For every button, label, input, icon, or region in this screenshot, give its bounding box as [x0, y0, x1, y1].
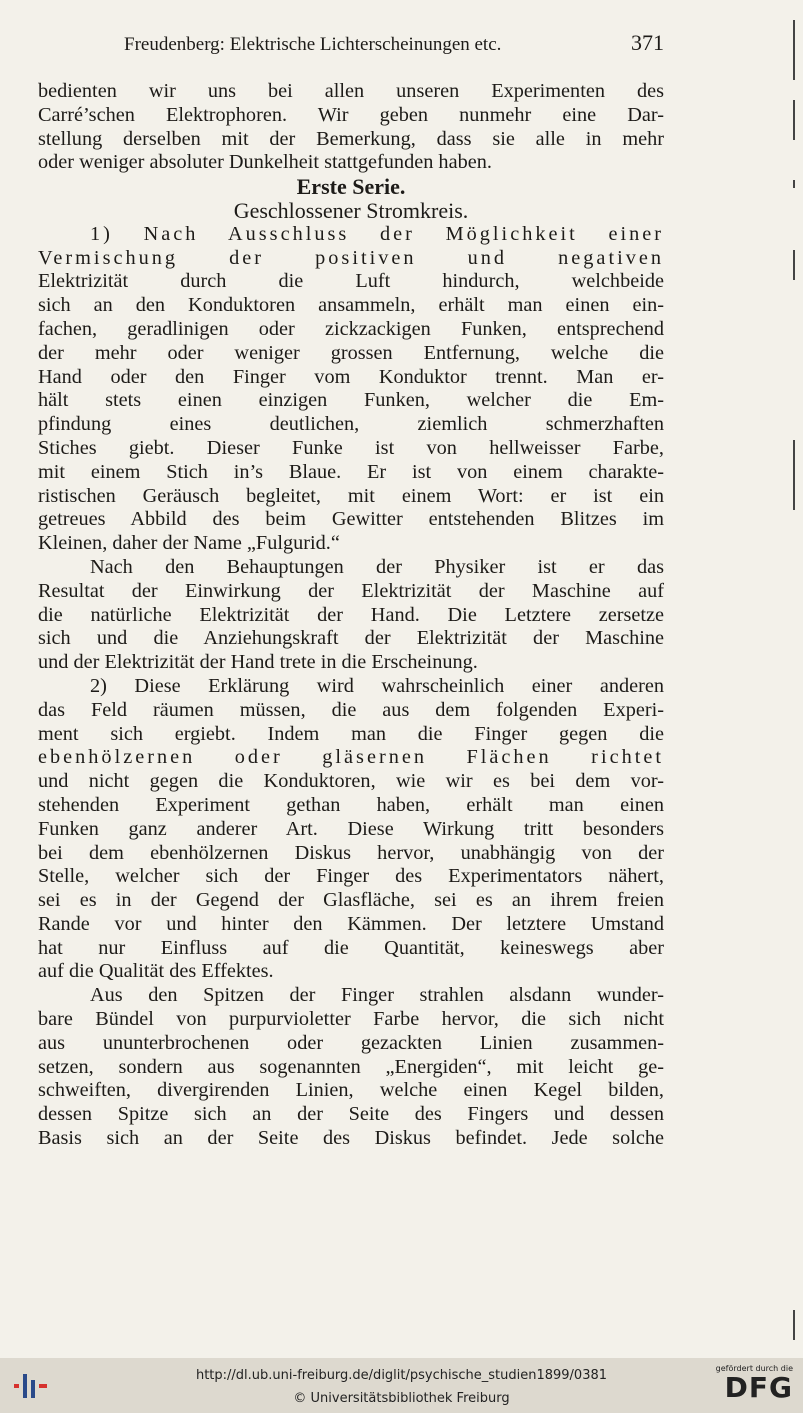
text-line: auf die Qualität des Effektes.: [38, 960, 274, 983]
text-line: ristischen Geräusch begleitet, mit einem Wort: er ist ein: [38, 484, 664, 507]
text-line: pfindung eines deutlichen, ziemlich schmerzhaften: [38, 413, 664, 436]
text-line: sich an den Konduktoren ansammeln, erhält man einen ein-: [38, 294, 664, 317]
text-line: Carré’schen Elektrophoren. Wir geben nunmehr eine Dar-: [38, 103, 664, 126]
text-line: getreues Abbild des beim Gewitter entstehenden Blitzes im: [38, 508, 664, 531]
text-line: Funken ganz anderer Art. Diese Wirkung tritt besonders: [38, 817, 664, 840]
header-title: Freudenberg: Elektrische Lichterscheinungen etc.: [124, 34, 502, 55]
text-line: ebenhölzernen oder gläsernen Flächen richtet: [38, 746, 664, 769]
section-heading: Erste Serie.: [296, 175, 406, 199]
text-line: Basis sich an der Seite des Diskus befindet. Jede solche: [38, 1127, 664, 1150]
text-line: 2) Diese Erklärung wird wahrscheinlich einer anderen: [90, 674, 664, 697]
text-line: oder weniger absoluter Dunkelheit stattgefunden haben.: [38, 151, 492, 174]
text-line: Hand oder den Finger vom Konduktor trennt. Man er-: [38, 365, 664, 388]
page-number: 371: [631, 30, 664, 55]
text-line: Stiches giebt. Dieser Funke ist von hellweisser Farbe,: [38, 436, 664, 459]
text-line: stehenden Experiment gethan haben, erhält man einen: [38, 793, 664, 816]
dfg-logo-icon: [705, 1364, 793, 1403]
text-line: Aus den Spitzen der Finger strahlen alsdann wunder-: [90, 984, 664, 1007]
document-url[interactable]: http://dl.ub.uni-freiburg.de/diglit/psychische_studien1899/0381: [195, 1368, 608, 1383]
text-line: das Feld räumen müssen, die aus dem folgenden Experi-: [38, 698, 664, 721]
funder-logo-text: DFG: [724, 1371, 793, 1404]
body-text: [38, 80, 664, 1151]
text-line: der mehr oder weniger grossen Entfernung, welche die: [38, 341, 664, 364]
text-line: sich und die Anziehungskraft der Elektrizität der Maschine: [38, 627, 664, 650]
text-line: bei dem ebenhölzernen Diskus hervor, unabhängig von der: [38, 841, 664, 864]
text-line: Nach den Behauptungen der Physiker ist er das: [90, 555, 664, 578]
text-line: die natürliche Elektrizität der Hand. Die Letztere zersetze: [38, 603, 664, 626]
text-line: bedienten wir uns bei allen unseren Experimenten des: [38, 80, 664, 102]
text-line: Vermischung der positiven und negativen: [38, 246, 664, 269]
text-line: und der Elektrizität der Hand trete in die Erscheinung.: [38, 651, 478, 674]
text-line: aus ununterbrochenen oder gezackten Linien zusammen-: [38, 1031, 664, 1054]
text-line: ment sich ergiebt. Indem man die Finger gegen die: [38, 722, 664, 745]
text-line: bare Bündel von purpurvioletter Farbe hervor, die sich nicht: [38, 1008, 664, 1031]
text-line: sei es in der Gegend der Glasfläche, sei es an ihrem freien: [38, 889, 664, 912]
page-edge-marks: [791, 20, 795, 1340]
text-line: mit einem Stich in’s Blaue. Er ist von einem charakte-: [38, 460, 664, 483]
text-line: setzen, sondern aus sogenannten „Energiden“, mit leicht ge-: [38, 1055, 664, 1078]
viewer-footer: [0, 1358, 803, 1413]
text-line: Rande vor und hinter den Kämmen. Der letztere Umstand: [38, 912, 664, 935]
running-header: [38, 30, 664, 60]
text-line: Resultat der Einwirkung der Elektrizität der Maschine auf: [38, 579, 664, 602]
text-line: dessen Spitze sich an der Seite des Fingers und dessen: [38, 1103, 664, 1126]
text-line: hat nur Einfluss auf die Quantität, keineswegs aber: [38, 936, 664, 959]
section-subheading: Geschlossener Stromkreis.: [233, 198, 469, 223]
text-line: schweiften, divergirenden Linien, welche einen Kegel bilden,: [38, 1079, 664, 1102]
text-line: und nicht gegen die Konduktoren, wie wir es bei dem vor-: [38, 770, 664, 793]
text-line: stellung derselben mit der Bemerkung, dass sie alle in mehr: [38, 127, 664, 150]
copyright-notice: © Universitätsbibliothek Freiburg: [293, 1391, 510, 1406]
text-line: Elektrizität durch die Luft hindurch, welchbeide: [38, 270, 664, 293]
funder-caption: gefördert durch die: [715, 1364, 793, 1373]
text-line: fachen, geradlinigen oder zickzackigen Funken, entsprechend: [38, 317, 664, 340]
text-line: 1) Nach Ausschluss der Möglichkeit einer: [90, 222, 664, 245]
text-line: hält stets einen einzigen Funken, welcher die Em-: [38, 389, 664, 412]
text-line: Kleinen, daher der Name „Fulgurid.“: [38, 532, 340, 555]
text-line: Stelle, welcher sich der Finger des Experimentators nähert,: [38, 865, 664, 888]
